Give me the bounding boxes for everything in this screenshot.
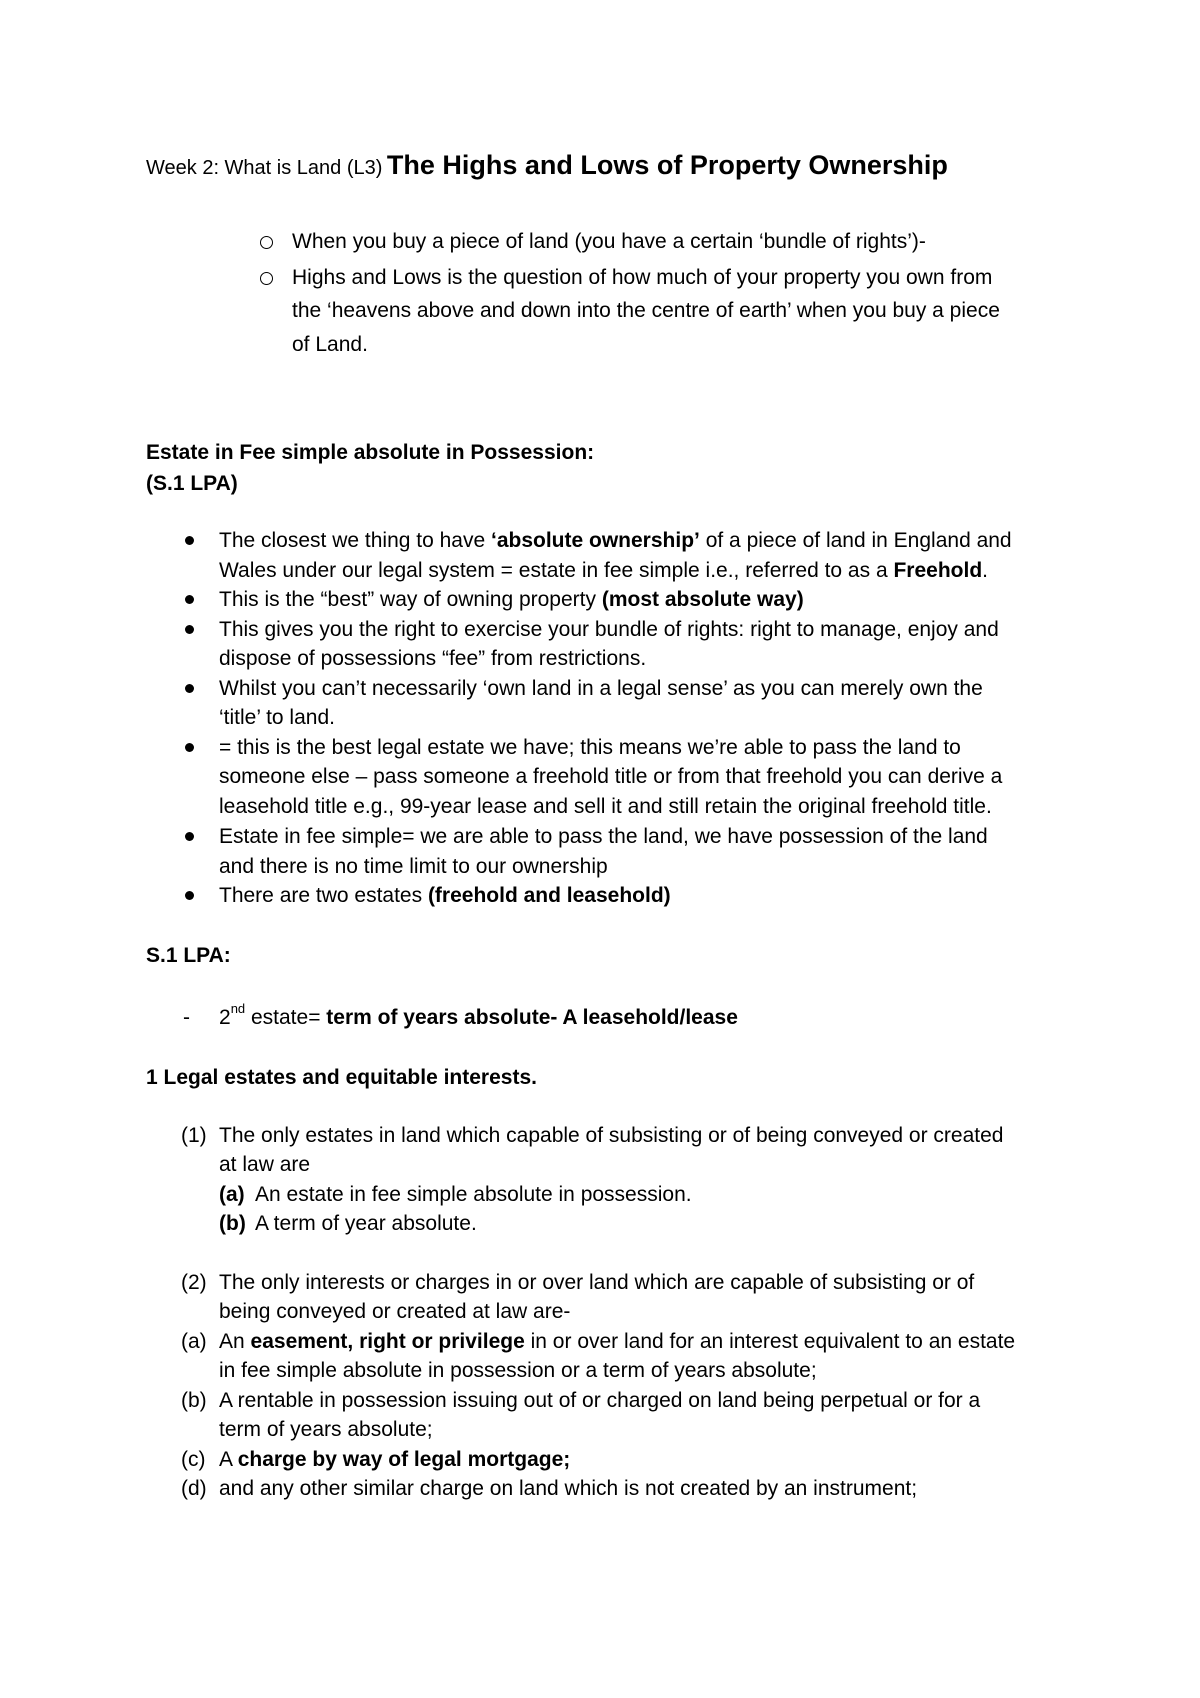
list-item-line: This is the “best” way of owning property (most absolute way) xyxy=(219,588,804,611)
clause-letter: (d) xyxy=(181,1477,207,1500)
intro-bullet-1: When you buy a piece of land (you have a certain ‘bundle of rights’)- xyxy=(292,230,926,253)
list-item-line: 2nd estate= term of years absolute- A leasehold/lease xyxy=(219,1001,738,1029)
clause-line: being conveyed or created at law are- xyxy=(219,1300,571,1323)
section-heading: S.1 LPA: xyxy=(146,944,231,967)
clause-line: at law are xyxy=(219,1153,311,1176)
bullet-icon xyxy=(185,595,194,604)
bullet-icon xyxy=(185,891,194,900)
title-main: The Highs and Lows of Property Ownership xyxy=(386,150,948,180)
intro-bullet-2-line-2: the ‘heavens above and down into the centre of earth’ when you buy a piece xyxy=(292,299,1000,322)
clause-number: (2) xyxy=(181,1271,207,1294)
section-subheading: (S.1 LPA) xyxy=(146,472,238,495)
bullet-icon xyxy=(185,832,194,841)
clause-letter: (a) xyxy=(181,1330,207,1353)
clause-number: (1) xyxy=(181,1124,207,1147)
list-item-line: = this is the best legal estate we have; this means we’re able to pass the land to xyxy=(219,736,961,759)
clause-line: A charge by way of legal mortgage; xyxy=(219,1448,571,1471)
hollow-circle-bullet-icon xyxy=(260,272,273,285)
list-item-line: This gives you the right to exercise your bundle of rights: right to manage, enjoy and xyxy=(219,618,999,641)
list-item-line: ‘title’ to land. xyxy=(219,706,335,729)
page-title xyxy=(146,150,948,181)
section-heading: Estate in Fee simple absolute in Possession: xyxy=(146,441,595,464)
list-item-line: Estate in fee simple= we are able to pass the land, we have possession of the land xyxy=(219,825,988,848)
hollow-circle-bullet-icon xyxy=(260,236,273,249)
subclause-text: An estate in fee simple absolute in possession. xyxy=(255,1183,692,1206)
list-item-line: Wales under our legal system = estate in fee simple i.e., referred to as a Freehold. xyxy=(219,559,988,582)
list-item-line: Whilst you can’t necessarily ‘own land in a legal sense’ as you can merely own the xyxy=(219,677,983,700)
list-item-line: and there is no time limit to our ownership xyxy=(219,855,608,878)
clause-line: The only interests or charges in or over land which are capable of subsisting or of xyxy=(219,1271,975,1294)
clause-line: in fee simple absolute in possession or a term of years absolute; xyxy=(219,1359,817,1382)
list-item-line: dispose of possessions “fee” from restrictions. xyxy=(219,647,647,670)
list-item-line: The closest we thing to have ‘absolute ownership’ of a piece of land in England and xyxy=(219,529,1012,552)
bullet-icon xyxy=(185,536,194,545)
subclause-label: (b) xyxy=(219,1212,246,1235)
clause-line: term of years absolute; xyxy=(219,1418,433,1441)
list-item-line: leasehold title e.g., 99-year lease and sell it and still retain the original freehold title. xyxy=(219,795,992,818)
clause-letter: (b) xyxy=(181,1389,207,1412)
intro-bullet-2-line-1: Highs and Lows is the question of how much of your property you own from xyxy=(292,266,993,289)
title-prefix: Week 2: What is Land (L3) xyxy=(146,157,383,179)
subclause-text: A term of year absolute. xyxy=(255,1212,477,1235)
section-heading: 1 Legal estates and equitable interests. xyxy=(146,1066,537,1089)
subclause-label: (a) xyxy=(219,1183,245,1206)
clause-line: The only estates in land which capable of subsisting or of being conveyed or created xyxy=(219,1124,1004,1147)
list-item-line: someone else – pass someone a freehold title or from that freehold you can derive a xyxy=(219,765,1003,788)
bullet-icon xyxy=(185,625,194,634)
clause-line: and any other similar charge on land which is not created by an instrument; xyxy=(219,1477,918,1500)
bullet-icon xyxy=(185,684,194,693)
intro-bullet-2-line-3: of Land. xyxy=(292,333,368,356)
dash-bullet: - xyxy=(183,1006,190,1029)
list-item-line: There are two estates (freehold and leasehold) xyxy=(219,884,671,907)
bullet-icon xyxy=(185,743,194,752)
clause-letter: (c) xyxy=(181,1448,206,1471)
clause-line: An easement, right or privilege in or over land for an interest equivalent to an estate xyxy=(219,1330,1016,1353)
clause-line: A rentable in possession issuing out of or charged on land being perpetual or for a xyxy=(219,1389,981,1412)
